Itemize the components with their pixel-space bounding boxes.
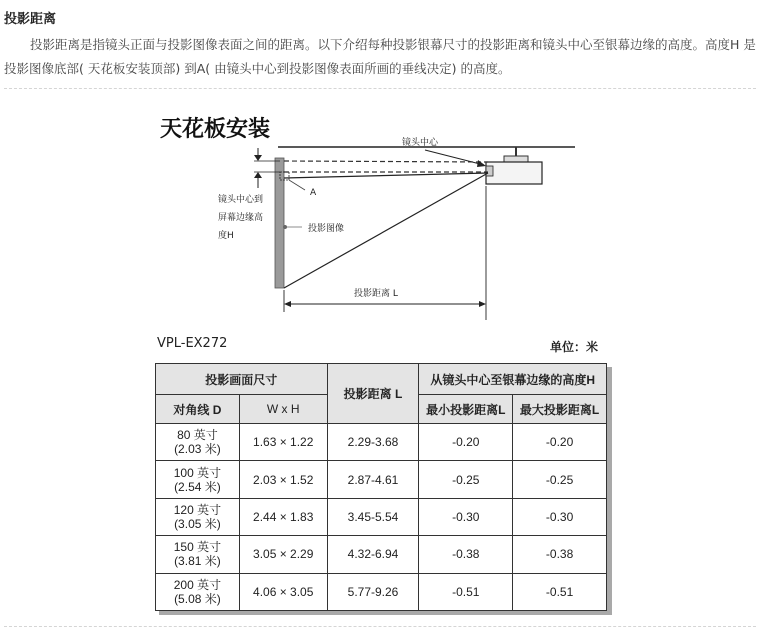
header-distance: 投影距离 L: [327, 364, 419, 424]
cell-diagonal: 100 英寸 (2.54 米): [156, 461, 240, 498]
header-wxh: W x H: [239, 395, 327, 424]
header-screen-size: 投影画面尺寸: [156, 364, 328, 395]
header-min-distance: 最小投影距离L: [419, 395, 513, 424]
cell-diagonal: 80 英寸 (2.03 米): [156, 424, 240, 461]
height-label-2: 屏幕边缘高: [218, 213, 264, 223]
cell-max: -0.25: [513, 461, 607, 498]
cell-min: -0.51: [419, 573, 513, 610]
cell-distance: 4.32-6.94: [327, 536, 419, 573]
header-diagonal: 对角线 D: [156, 395, 240, 424]
cell-max: -0.38: [513, 536, 607, 573]
table-row: [156, 498, 607, 535]
beam-top-dashed: [284, 161, 488, 162]
cell-distance: 2.29-3.68: [327, 424, 419, 461]
table-row: [156, 424, 607, 461]
cell-min: -0.20: [419, 424, 513, 461]
intro-paragraph: 投影距离是指镜头正面与投影图像表面之间的距离。以下介绍每种投影银幕尺寸的投影距离和镜头中心至银幕边缘的高度。高度H 是投影图像底部( 天花板安装顶部) 到A( 由镜头中心到投影图像表面所画的垂线决定) 的高度。: [4, 37, 756, 76]
cell-wxh: 4.06 × 3.05: [239, 573, 327, 610]
unit-label: 单位：米: [550, 340, 599, 354]
cell-diagonal: 120 英寸 (3.05 米): [156, 498, 240, 535]
ceiling-install-diagram: [150, 100, 610, 335]
cell-max: -0.30: [513, 498, 607, 535]
cell-wxh: 1.63 × 1.22: [239, 424, 327, 461]
cell-max: -0.51: [513, 573, 607, 610]
table-row: [156, 573, 607, 610]
height-label-1: 镜头中心到: [218, 195, 264, 205]
beam-upper: [284, 173, 488, 178]
table-row: [156, 461, 607, 498]
header-height: 从镜头中心至银幕边缘的高度H: [419, 364, 607, 395]
screen: [275, 158, 284, 288]
cell-distance: 5.77-9.26: [327, 573, 419, 610]
cell-min: -0.25: [419, 461, 513, 498]
divider-bottom: [4, 626, 756, 627]
cell-diagonal: 150 英寸 (3.81 米): [156, 536, 240, 573]
diagram-title: 天花板安装: [160, 117, 271, 142]
cell-wxh: 2.44 × 1.83: [239, 498, 327, 535]
model-name: VPL-EX272: [157, 336, 228, 351]
cell-wxh: 2.03 × 1.52: [239, 461, 327, 498]
table-row: [156, 536, 607, 573]
projector: [486, 162, 542, 184]
cell-min: -0.30: [419, 498, 513, 535]
cell-wxh: 3.05 × 2.29: [239, 536, 327, 573]
height-label-3: 度H: [218, 231, 234, 241]
cell-diagonal: 200 英寸 (5.08 米): [156, 573, 240, 610]
section-title: 投影距离: [4, 12, 57, 27]
spec-table-wrap: [155, 363, 612, 615]
lens-center-label: 镜头中心: [402, 138, 439, 148]
projector-bracket: [504, 156, 528, 162]
point-a-label: A: [310, 188, 317, 198]
distance-label: 投影距离 L: [354, 289, 398, 299]
cell-distance: 2.87-4.61: [327, 461, 419, 498]
header-max-distance: 最大投影距离L: [513, 395, 607, 424]
projected-image-label: 投影图像: [308, 224, 345, 234]
cell-max: -0.20: [513, 424, 607, 461]
cell-distance: 3.45-5.54: [327, 498, 419, 535]
cell-min: -0.38: [419, 536, 513, 573]
lens-center-pointer: [425, 150, 484, 165]
divider-top: [4, 88, 756, 89]
spec-table: [155, 363, 607, 611]
